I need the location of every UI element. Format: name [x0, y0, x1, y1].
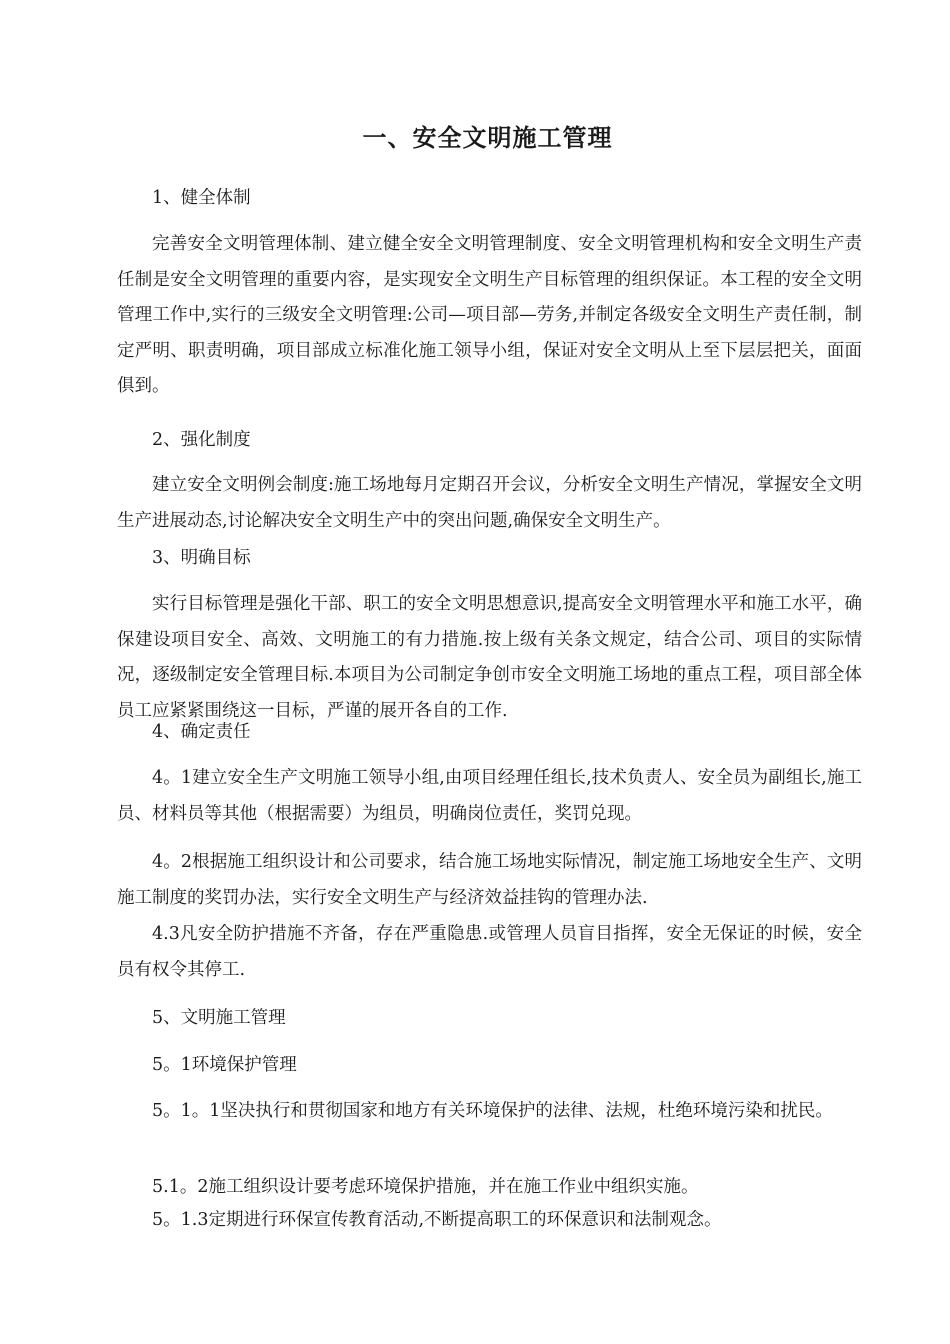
paragraph: 5。1。1坚决执行和贯彻国家和地方有关环境保护的法律、法规，杜绝环境污染和扰民。	[152, 1101, 833, 1121]
section-heading: 5、文明施工管理	[152, 1008, 286, 1028]
section-heading: 5。1环境保护管理	[152, 1055, 297, 1075]
paragraph: 4.3凡安全防护措施不齐备，存在严重隐患.或管理人员盲目指挥，安全无保证的时候，安全员有权令其停工.	[117, 924, 862, 980]
section-heading: 3、明确目标	[152, 548, 251, 568]
section-heading: 4、确定责任	[152, 722, 251, 742]
paragraph: 4。2根据施工组织设计和公司要求，结合施工场地实际情况，制定施工场地安全生产、文明施工制度的奖罚办法，实行安全文明生产与经济效益挂钩的管理办法.	[117, 852, 862, 908]
paragraph: 建立安全文明例会制度:施工场地每月定期召开会议，分析安全文明生产情况，掌握安全文明生产进展动态,讨论解决安全文明生产中的突出问题,确保安全文明生产。	[117, 475, 862, 531]
paragraph: 4。1建立安全生产文明施工领导小组,由项目经理任组长,技术负责人、安全员为副组长,施工员、材料员等其他（根据需要）为组员，明确岗位责任，奖罚兑现。	[117, 768, 862, 824]
paragraph: 5.1。2施工组织设计要考虑环境保护措施，并在施工作业中组织实施。	[152, 1177, 699, 1197]
paragraph: 5。1.3定期进行环保宣传教育活动,不断提高职工的环保意识和法制观念。	[152, 1210, 722, 1230]
paragraph: 实行目标管理是强化干部、职工的安全文明思想意识,提高安全文明管理水平和施工水平，确保建设项目安全、高效、文明施工的有力措施.按上级有关条文规定，结合公司、项目的实际情况，逐级制定安全管理目标.本项目为公司制定争创市安全文明施工场地的重点工程，项目部全体员工应紧紧围绕这一目标，严谨的展开各自的工作.	[117, 594, 862, 721]
page-title: 一、安全文明施工管理	[362, 124, 613, 152]
paragraph: 完善安全文明管理体制、建立健全安全文明管理制度、安全文明管理机构和安全文明生产责任制是安全文明管理的重要内容，是实现安全文明生产目标管理的组织保证。本工程的安全文明管理工作中,实行的三级安全文明管理:公司—项目部—劳务,并制定各级安全文明生产责任制，制定严明、职责明确，项目部成立标准化施工领导小组，保证对安全文明从上至下层层把关，面面俱到。	[117, 234, 862, 397]
section-heading: 1、健全体制	[152, 188, 251, 208]
section-heading: 2、强化制度	[152, 430, 251, 450]
